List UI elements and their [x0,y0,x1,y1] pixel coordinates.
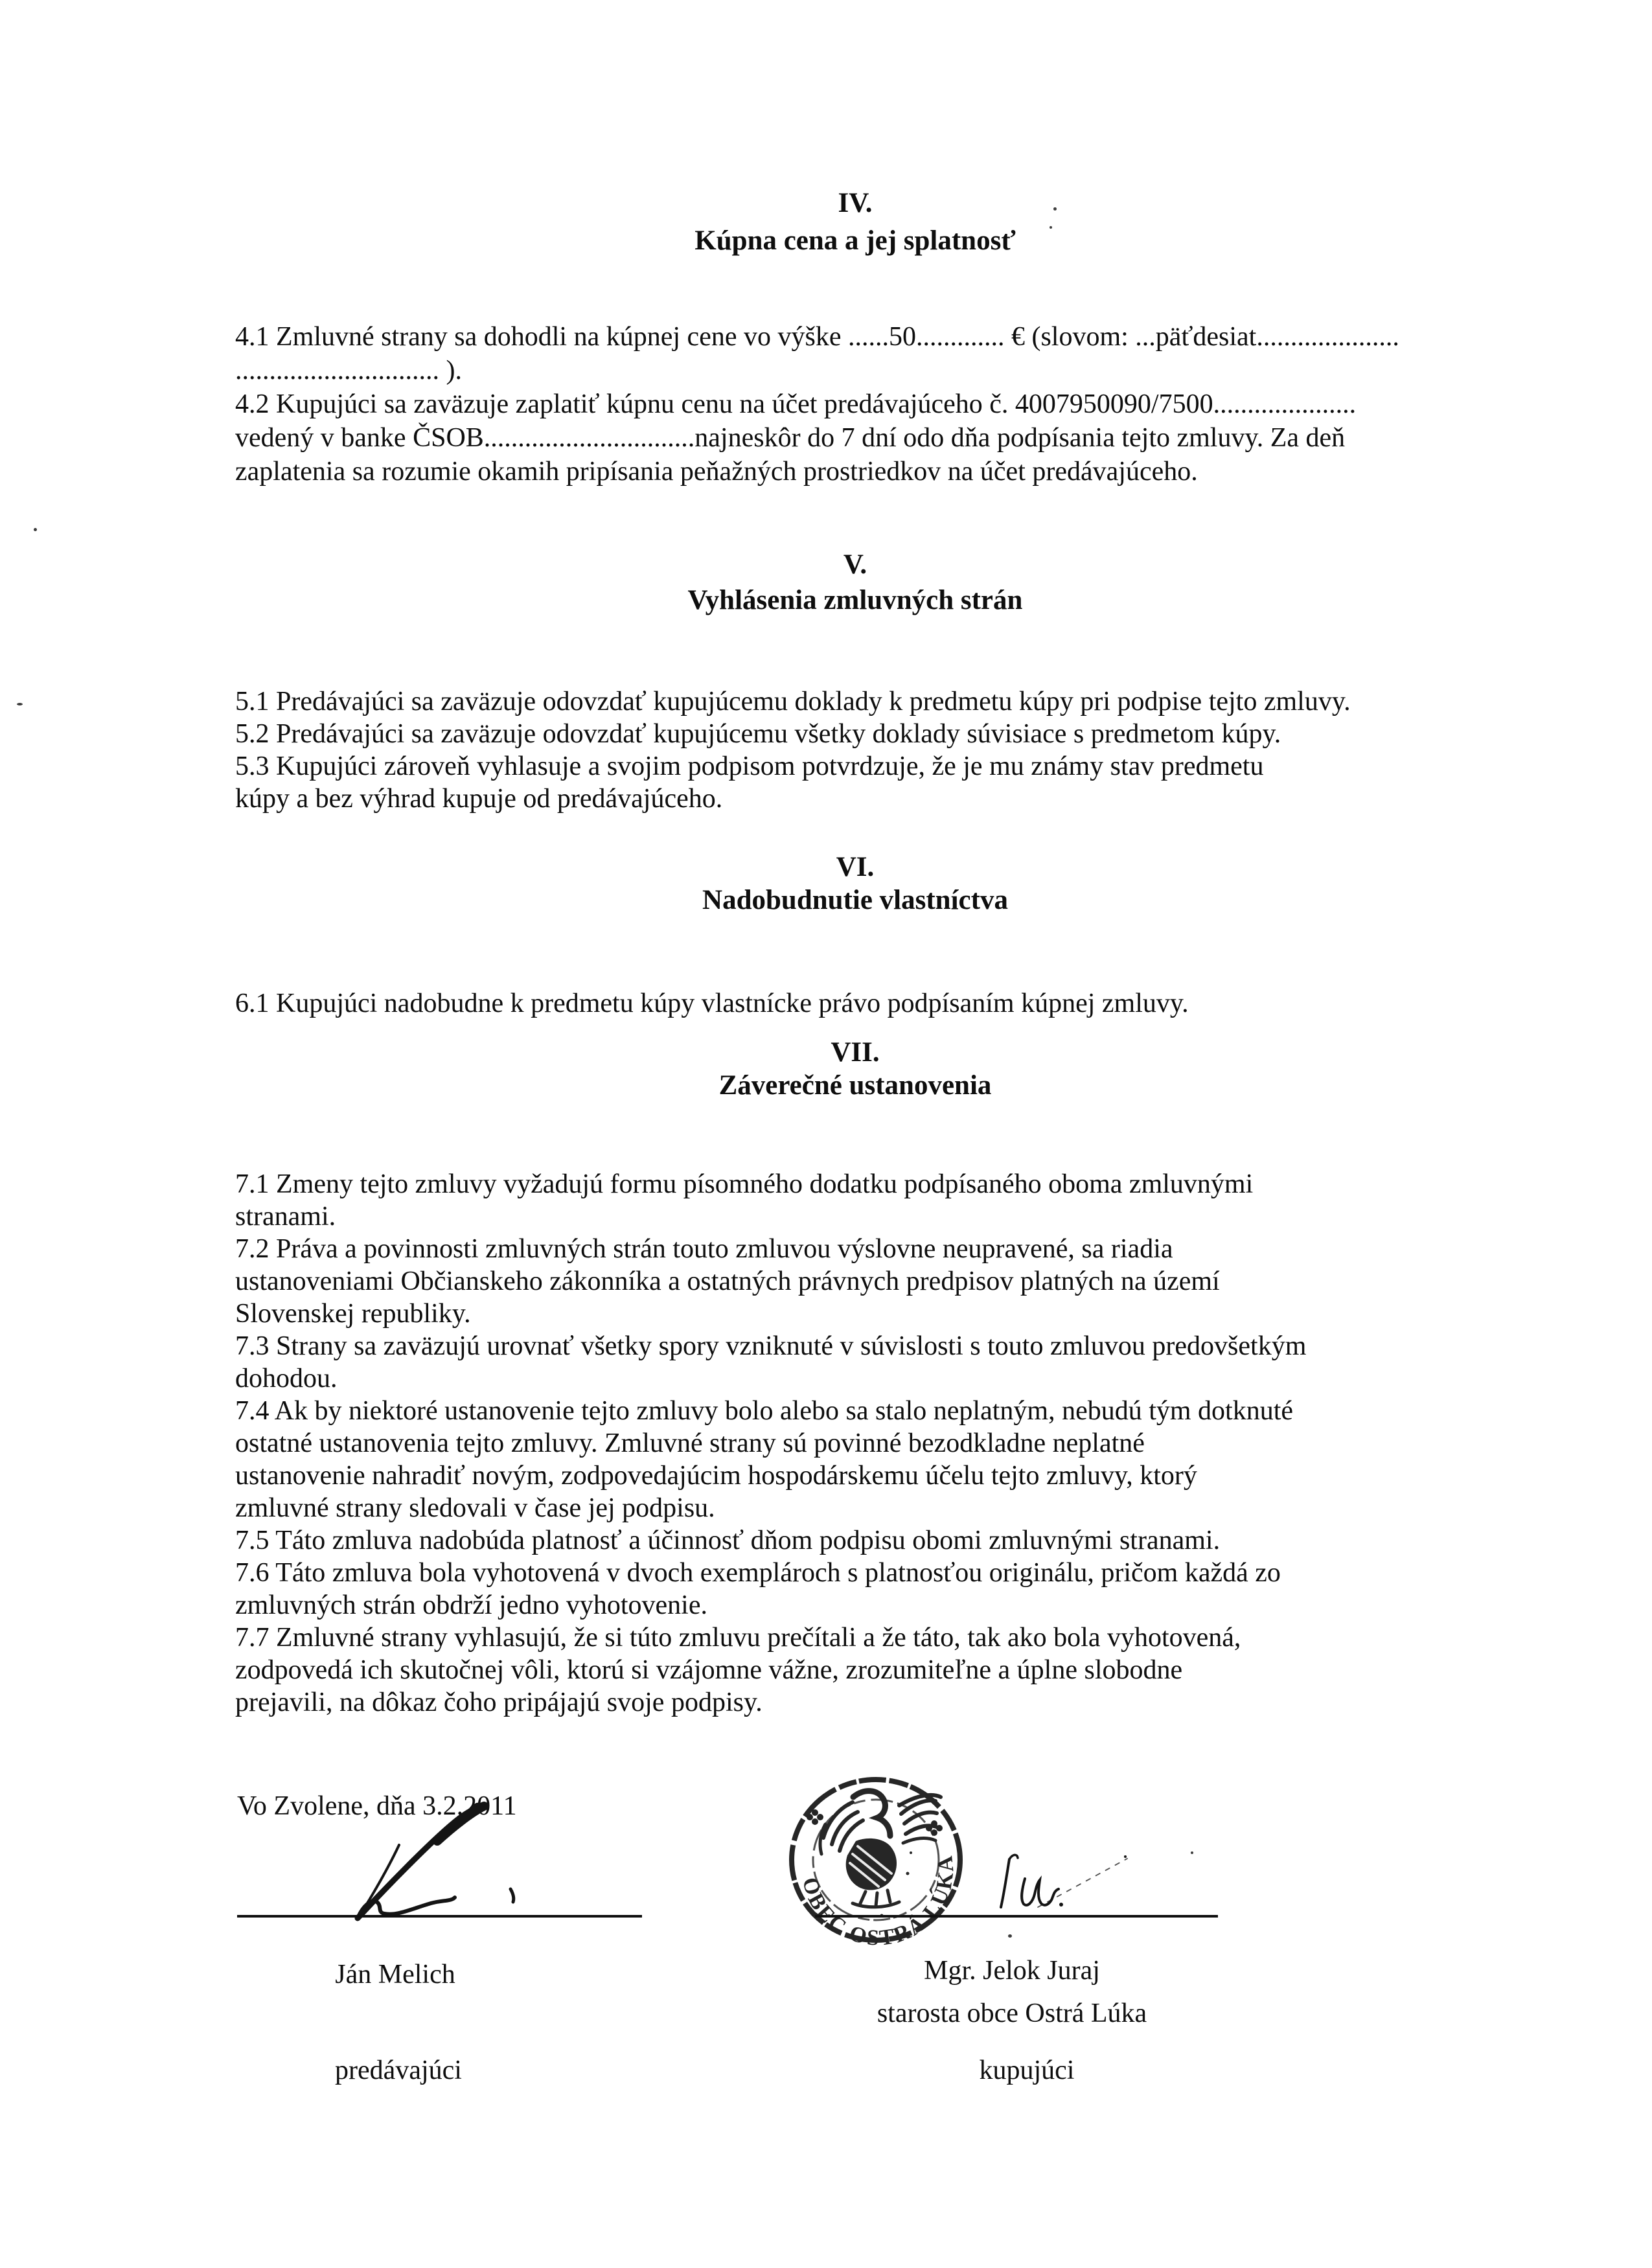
paragraph-line: .............................. ). [235,356,462,385]
seller-role: predávajúci [335,2056,462,2085]
paragraph-line: 7.1 Zmeny tejto zmluvy vyžadujú formu písomného dodatku podpísaného oboma zmluvnými [235,1169,1254,1199]
paragraph-line: kúpy a bez výhrad kupuje od predávajúceho. [235,784,723,814]
paragraph-line: ustanovenie nahradiť novým, zodpovedajúcim hospodárskemu účelu tejto zmluvy, ktorý [235,1461,1197,1491]
section-vii-title: Záverečné ustanovenia [718,1070,992,1101]
paragraph-line: zmluvné strany sledovali v čase jej podpisu. [235,1493,715,1523]
buyer-signature-ink [991,1848,1147,1922]
section-vi-number: VI. [836,852,875,882]
paragraph-line: 4.1 Zmluvné strany sa dohodli na kúpnej cene vo výške ......50............. € (slovom: ...päťdesiat..................... [235,322,1399,352]
paragraph-line: 7.3 Strany sa zaväzujú urovnať všetky spory vzniknuté v súvislosti s touto zmluvou predovšetkým [235,1331,1307,1361]
buyer-name: Mgr. Jelok Juraj [924,1956,1100,1986]
section-vii-body [235,1168,1479,1719]
section-vi-title: Nadobudnutie vlastníctva [702,885,1008,915]
section-v-title: Vyhlásenia zmluvných strán [687,585,1023,615]
section-vi-body [235,987,1479,1020]
paragraph-line: 5.2 Predávajúci sa zaväzuje odovzdať kupujúcemu všetky doklady súvisiace s predmetom kúpy. [235,719,1281,749]
place-and-date: Vo Zvolene, dňa 3.2.2011 [237,1791,517,1821]
paragraph-line: 5.1 Predávajúci sa zaväzuje odovzdať kupujúcemu doklady k predmetu kúpy pri podpise tejto zmluvy. [235,687,1351,716]
paragraph-line: 6.1 Kupujúci nadobudne k predmetu kúpy vlastnícke právo podpísaním kúpnej zmluvy. [235,989,1189,1018]
section-iv-body [235,320,1479,488]
scan-speck [1053,207,1057,211]
stamp-eagle-emblem [820,1791,941,1918]
paragraph-line: Slovenskej republiky. [235,1299,471,1329]
stamp-text: OBEC OSTRÁ LÚKA [797,1853,959,1951]
buyer-role: kupujúci [979,2056,1075,2085]
paragraph-line: dohodou. [235,1364,338,1393]
buyer-title: starosta obce Ostrá Lúka [877,1999,1147,2028]
scan-speck [34,528,37,531]
paragraph-line: 7.2 Práva a povinnosti zmluvných strán touto zmluvou výslovne neupravené, sa riadia [235,1234,1173,1264]
section-v-number: V. [843,549,867,580]
paragraph-line: 7.4 Ak by niektoré ustanovenie tejto zmluvy bolo alebo sa stalo neplatným, nebudú tým dotknuté [235,1396,1294,1426]
paragraph-line: zodpovedá ich skutočnej vôli, ktorú si vzájomne vážne, zrozumiteľne a úplne slobodne [235,1655,1183,1685]
paragraph-line: ostatné ustanovenia tejto zmluvy. Zmluvné strany sú povinné bezodkladne neplatné [235,1428,1145,1458]
paragraph-line: 7.5 Táto zmluva nadobúda platnosť a účinnosť dňom podpisu obomi zmluvnými stranami. [235,1526,1221,1555]
seller-name: Ján Melich [335,1960,455,1989]
section-vii-number: VII. [831,1037,880,1068]
scan-speck [1191,1851,1193,1854]
section-iv-title: Kúpna cena a jej splatnosť [694,225,1016,256]
section-iv-number: IV. [838,188,873,218]
scan-speck [1050,226,1052,229]
municipal-stamp-icon [788,1776,964,1951]
paragraph-line: zaplatenia sa rozumie okamih pripísania peňažných prostriedkov na účet predávajúceho. [235,457,1198,487]
scan-speck [1008,1934,1012,1938]
paragraph-line: prejavili, na dôkaz čoho pripájajú svoje podpisy. [235,1688,763,1717]
paragraph-line: ustanoveniami Občianskeho zákonníka a ostatných právnych predpisov platných na území [235,1266,1220,1296]
scan-speck [17,703,23,705]
seller-signature-line [237,1915,642,1918]
paragraph-line: vedený v banke ČSOB...............................najneskôr do 7 dní odo dňa podpísania tejto zmluvy. Za deň [235,423,1346,453]
paragraph-line: stranami. [235,1202,336,1231]
paragraph-line: 5.3 Kupujúci zároveň vyhlasuje a svojim podpisom potvrdzuje, že je mu známy stav predmetu [235,751,1264,781]
paragraph-line: zmluvných strán obdrží jedno vyhotovenie. [235,1590,707,1620]
paragraph-line: 4.2 Kupujúci sa zaväzuje zaplatiť kúpnu cenu na účet predávajúceho č. 4007950090/7500..................... [235,389,1357,419]
paragraph-line: 7.6 Táto zmluva bola vyhotovená v dvoch exemplároch s platnosťou originálu, pričom každá zo [235,1558,1281,1588]
section-v-body [235,685,1479,815]
seller-signature-ink [321,1801,528,1927]
paragraph-line: 7.7 Zmluvné strany vyhlasujú, že si túto zmluvu prečítali a že táto, tak ako bola vyhotovená, [235,1623,1241,1653]
